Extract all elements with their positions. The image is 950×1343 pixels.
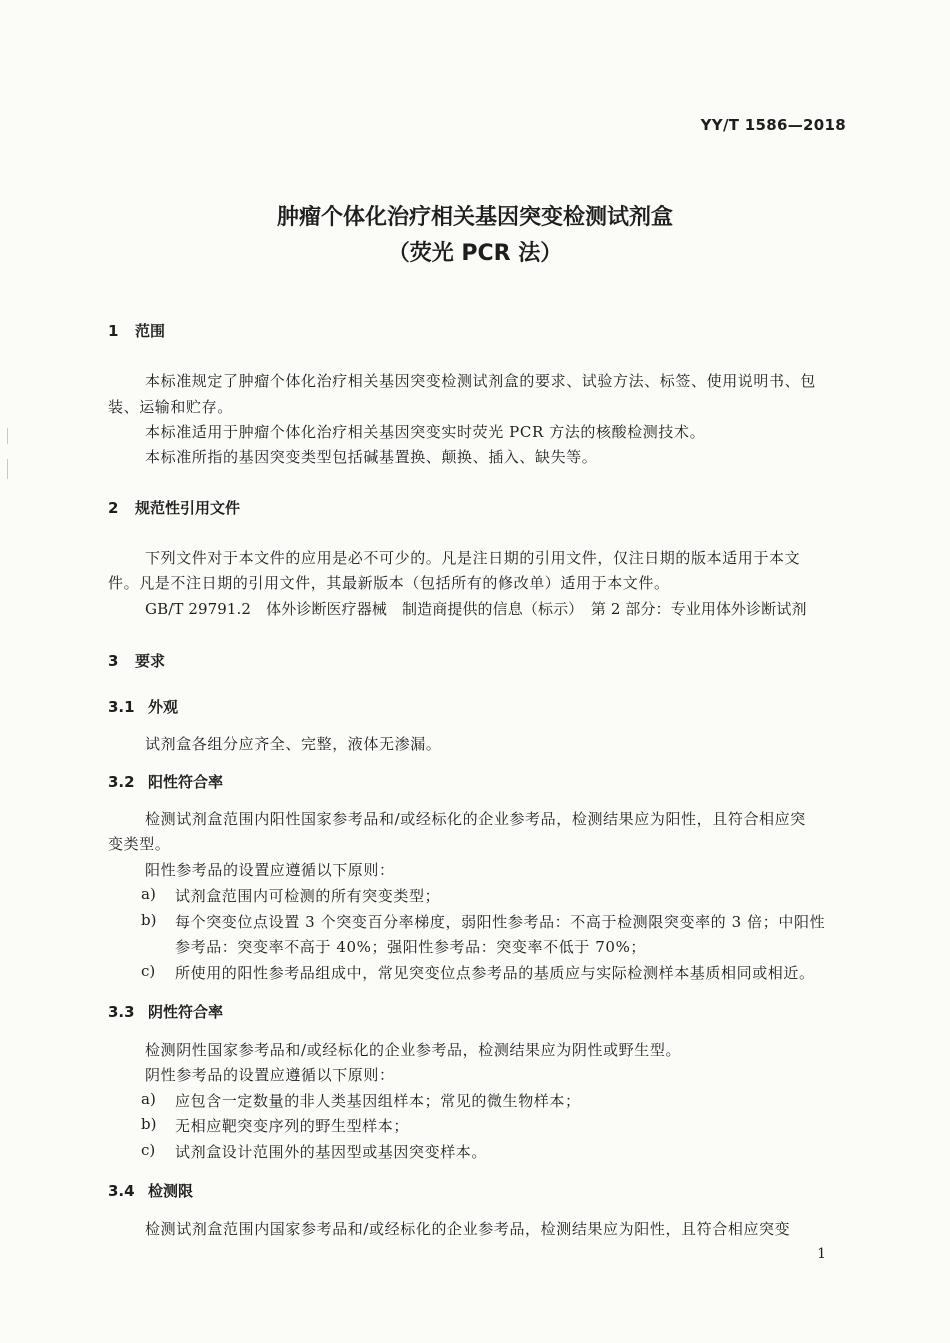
paragraph-line: 本标准规定了肿瘤个体化治疗相关基因突变检测试剂盒的要求、试验方法、标签、使用说明书、包 [145,372,816,390]
paragraph-line: 件。凡是不注日期的引用文件，其最新版本（包括所有的修改单）适用于本文件。 [108,574,670,592]
document-subtitle: （荧光 PCR 法） [387,241,563,266]
subsection-title: 检测限 [148,1182,194,1200]
list-label: a) [141,1090,156,1108]
list-item: 试剂盒设计范围外的基因型或基因突变样本。 [175,1143,488,1161]
list-label: b) [141,1115,157,1133]
paragraph-line: 变类型。 [108,835,171,853]
paragraph-line: 装、运输和贮存。 [108,398,233,416]
subsection-number: 3.4 [108,1182,135,1200]
list-label: a) [141,885,156,903]
subsection-title: 阴性符合率 [148,1003,224,1021]
subsection-title: 外观 [148,698,179,716]
list-item: 无相应靶突变序列的野生型样本； [175,1117,410,1135]
list-item-continued: 参考品：突变率不高于 40%；强阳性参考品：突变率不低于 70%； [175,938,647,956]
paragraph: 本标准所指的基因突变类型包括碱基置换、颠换、插入、缺失等。 [145,448,598,466]
list-item: 应包含一定数量的非人类基因组样本；常见的微生物样本； [175,1092,581,1110]
paragraph: 阴性参考品的设置应遵循以下原则： [145,1066,395,1084]
section-number: 3 [108,652,119,670]
section-heading-3 [108,650,165,671]
paragraph: 阳性参考品的设置应遵循以下原则： [145,861,395,879]
list-label: b) [141,911,157,929]
subsection-heading-3-1 [108,696,178,717]
paragraph: 试剂盒各组分应齐全、完整，液体无渗漏。 [145,735,442,753]
paragraph-line: 检测试剂盒范围内国家参考品和/或经标化的企业参考品，检测结果应为阳性，且符合相应突变 [145,1220,791,1238]
normative-reference: GB/T 29791.2 体外诊断医疗器械 制造商提供的信息（标示） 第 2 部分：专业用体外诊断试剂 [145,600,807,618]
list-label: c) [141,1141,156,1159]
section-title: 范围 [135,322,166,340]
section-number: 2 [108,499,119,517]
subsection-number: 3.2 [108,773,135,791]
subsection-number: 3.3 [108,1003,135,1021]
subsection-heading-3-4 [108,1180,193,1201]
subsection-title: 阳性符合率 [148,773,224,791]
section-title: 要求 [135,652,166,670]
scan-mark [7,428,8,444]
list-item: 每个突变位点设置 3 个突变百分率梯度，弱阳性参考品：不高于检测限突变率的 3 倍；中阳性 [175,913,826,931]
paragraph: 检测阴性国家参考品和/或经标化的企业参考品，检测结果应为阴性或野生型。 [145,1041,682,1059]
section-heading-1 [108,320,165,341]
paragraph-line: 下列文件对于本文件的应用是必不可少的。凡是注日期的引用文件，仅注日期的版本适用于本文 [145,549,801,567]
document-title: 肿瘤个体化治疗相关基因突变检测试剂盒 [276,205,673,230]
paragraph-line: 检测试剂盒范围内阳性国家参考品和/或经标化的企业参考品，检测结果应为阳性，且符合相应突 [145,810,806,828]
page-number: 1 [817,1246,826,1262]
section-heading-2 [108,497,240,518]
list-item: 所使用的阳性参考品组成中，常见突变位点参考品的基质应与实际检测样本基质相同或相近。 [175,964,815,982]
scan-mark [7,459,8,479]
list-label: c) [141,962,156,980]
section-number: 1 [108,322,119,340]
subsection-number: 3.1 [108,698,135,716]
subsection-heading-3-3 [108,1001,223,1022]
subsection-heading-3-2 [108,771,223,792]
paragraph: 本标准适用于肿瘤个体化治疗相关基因突变实时荧光 PCR 方法的核酸检测技术。 [145,423,706,441]
list-item: 试剂盒范围内可检测的所有突变类型； [175,887,441,905]
standard-number: YY/T 1586—2018 [700,116,846,134]
section-title: 规范性引用文件 [135,499,241,517]
